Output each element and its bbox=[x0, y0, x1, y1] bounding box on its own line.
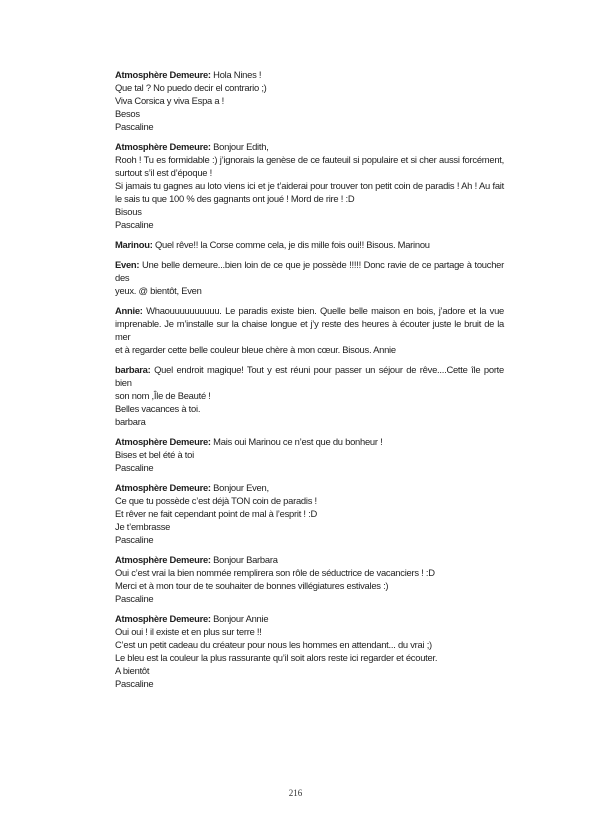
comment-text: Mais oui Marinou ce n’est que du bonheur ! bbox=[213, 436, 383, 447]
comment-entry bbox=[115, 238, 504, 251]
comment-line: Je t’embrasse bbox=[115, 521, 171, 532]
comment-line: Rooh ! Tu es formidable :) j’ignorais la genèse de ce fauteuil si populaire et si cher aussi forcément, bbox=[115, 154, 504, 165]
comment-line: Le bleu est la couleur la plus rassurante qu’il soit alors reste ici regarder et écouter. bbox=[115, 652, 438, 663]
comment-entry bbox=[115, 140, 504, 231]
comment-line: et à regarder cette belle couleur bleue chère à mon cœur. Bisous. Annie bbox=[115, 344, 396, 355]
comment-line bbox=[115, 612, 504, 625]
comment-text: Bonjour Edith, bbox=[213, 141, 269, 152]
comment-line: Ce que tu possède c’est déjà TON coin de paradis ! bbox=[115, 495, 317, 506]
comment-text: Une belle demeure...bien loin de ce que je possède !!!!! Donc ravie de ce partage à toucher des bbox=[115, 259, 504, 283]
comment-signature: barbara bbox=[115, 416, 146, 427]
comment-line bbox=[115, 304, 504, 317]
comment-line: Oui c’est vrai la bien nommée remplirera son rôle de séductrice de vacanciers ! :D bbox=[115, 567, 435, 578]
comment-line: Que tal ? No puedo decir el contrario ;) bbox=[115, 82, 267, 93]
comment-line bbox=[115, 140, 504, 153]
comment-signature: Pascaline bbox=[115, 534, 154, 545]
comment-text: Whaouuuuuuuuuu. Le paradis existe bien. Quelle belle maison en bois, j’adore et la vue bbox=[146, 305, 505, 316]
comment-line: imprenable. Je m’installe sur la chaise longue et j’y reste des heures à écouter juste le bruit de la mer bbox=[115, 318, 504, 342]
comment-author: Even: bbox=[115, 259, 140, 270]
comment-line bbox=[115, 68, 504, 81]
comment-line: Si jamais tu gagnes au loto viens ici et je t’aiderai pour trouver ton petit coin de paradis ! Ah ! Au fait bbox=[115, 180, 504, 191]
comment-line: Merci et à mon tour de te souhaiter de bonnes villégiatures estivales :) bbox=[115, 580, 389, 591]
comment-line: son nom ,Île de Beauté ! bbox=[115, 390, 211, 401]
comment-author: Atmosphère Demeure: bbox=[115, 141, 211, 152]
comment-line bbox=[115, 553, 504, 566]
comment-author: Atmosphère Demeure: bbox=[115, 613, 211, 624]
comment-line: A bientôt bbox=[115, 665, 150, 676]
comment-line: Bisous bbox=[115, 206, 142, 217]
comment-text: Quel endroit magique! Tout y est réuni pour passer un séjour de rêve....Cette île porte bien bbox=[115, 364, 505, 388]
comment-author: Atmosphère Demeure: bbox=[115, 554, 211, 565]
comment-signature: Pascaline bbox=[115, 121, 154, 132]
comment-line: le sais tu que 100 % des gagnants ont joué ! Mord de rire ! :D bbox=[115, 193, 355, 204]
page-number: 216 bbox=[288, 788, 303, 798]
comment-entry bbox=[115, 612, 504, 690]
comment-text: Hola Nines ! bbox=[213, 69, 262, 80]
comment-text: Quel rêve!! la Corse comme cela, je dis mille fois oui!! Bisous. Marinou bbox=[154, 239, 430, 250]
comment-line: surtout s’il est d’époque ! bbox=[115, 167, 212, 178]
comment-line: Et rêver ne fait cependant point de mal à l’esprit ! :D bbox=[115, 508, 317, 519]
comment-line: yeux. @ bientôt, Even bbox=[115, 285, 202, 296]
comment-line: Oui oui ! il existe et en plus sur terre !! bbox=[115, 626, 262, 637]
comment-entry bbox=[115, 304, 504, 356]
comment-line bbox=[115, 258, 504, 284]
comment-line: Bises et bel été à toi bbox=[115, 449, 194, 460]
comment-signature: Pascaline bbox=[115, 462, 154, 473]
comment-entry bbox=[115, 363, 504, 428]
comment-text: Bonjour Annie bbox=[213, 613, 269, 624]
comment-entry bbox=[115, 481, 504, 546]
comment-signature: Pascaline bbox=[115, 593, 154, 604]
comment-line bbox=[115, 238, 504, 251]
comment-line: C’est un petit cadeau du créateur pour nous les hommes en attendant... du vrai ;) bbox=[115, 639, 432, 650]
comment-entry bbox=[115, 435, 504, 474]
comment-signature: Pascaline bbox=[115, 678, 154, 689]
comment-author: Atmosphère Demeure: bbox=[115, 436, 211, 447]
comment-author: Atmosphère Demeure: bbox=[115, 69, 211, 80]
comment-entry bbox=[115, 553, 504, 605]
comment-line bbox=[115, 481, 504, 494]
comment-author: Annie: bbox=[115, 305, 143, 316]
comment-line: Belles vacances à toi. bbox=[115, 403, 201, 414]
comment-entry bbox=[115, 258, 504, 297]
comment-text: Bonjour Barbara bbox=[213, 554, 278, 565]
comment-author: Marinou: bbox=[115, 239, 153, 250]
comments-page bbox=[115, 68, 504, 697]
comment-entry bbox=[115, 68, 504, 133]
comment-text: Bonjour Even, bbox=[213, 482, 269, 493]
comment-author: Atmosphère Demeure: bbox=[115, 482, 211, 493]
comment-line: Viva Corsica y viva Espa a ! bbox=[115, 95, 225, 106]
comment-author: barbara: bbox=[115, 364, 151, 375]
comment-line: Besos bbox=[115, 108, 140, 119]
comment-line bbox=[115, 435, 504, 448]
comment-line bbox=[115, 363, 504, 389]
comment-signature: Pascaline bbox=[115, 219, 154, 230]
